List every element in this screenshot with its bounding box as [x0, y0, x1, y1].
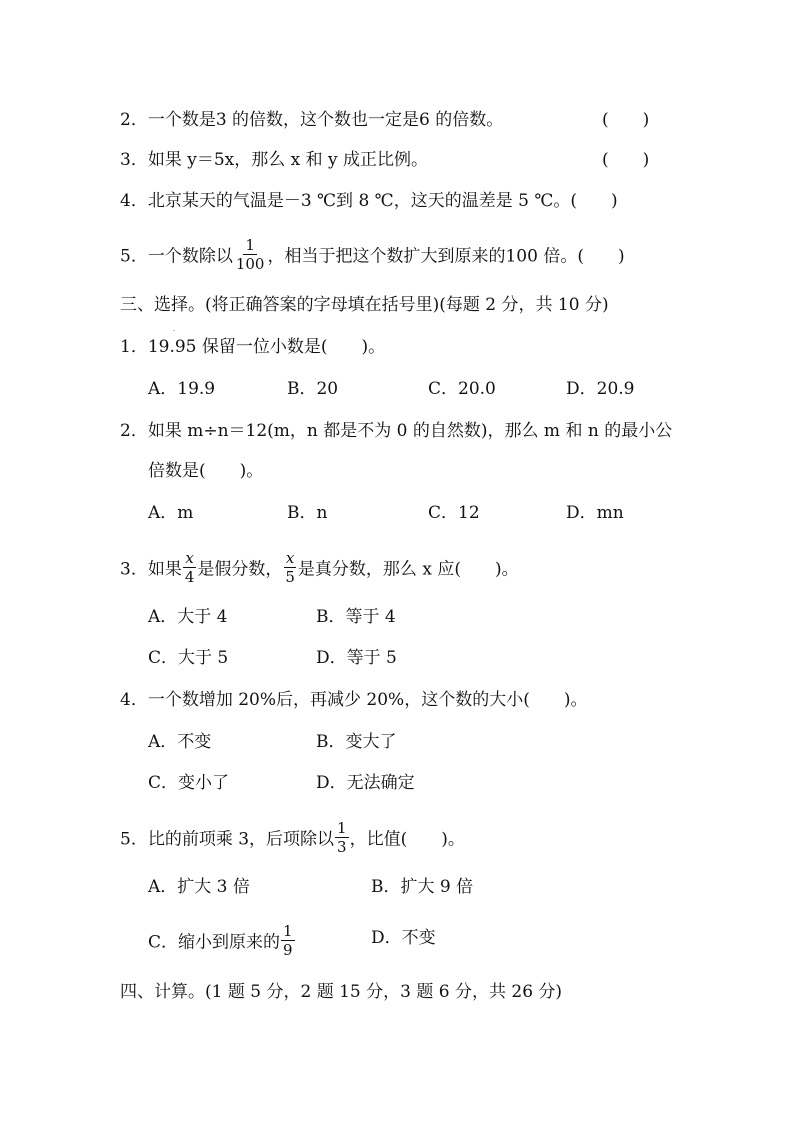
choice-q5-post: ，比值( )。: [349, 829, 465, 850]
section4-heading: 四、计算。(1 题 5 分，2 题 15 分，3 题 6 分，共 26 分): [120, 982, 563, 1002]
judge-q3-answer-blank[interactable]: ( ): [602, 150, 650, 170]
judge-q5: [120, 236, 625, 274]
choice-q3-option-c[interactable]: C．大于 5: [148, 648, 229, 668]
fraction-denominator: 100: [235, 255, 265, 273]
choice-q1-option-b[interactable]: B．20: [287, 379, 339, 399]
choice-q4-option-c[interactable]: C．变小了: [148, 773, 230, 793]
choice-q3-option-b[interactable]: B．等于 4: [316, 607, 396, 627]
choice-q1-stem: 1．19.95 保留一位小数是( )。: [120, 337, 386, 357]
fraction-x-5: [283, 551, 297, 585]
choice-q5-pre: 5．比的前项乘 3，后项除以: [120, 829, 335, 850]
judge-q2-answer-blank[interactable]: ( ): [602, 110, 650, 130]
choice-q5-option-a[interactable]: A．扩大 3 倍: [148, 877, 250, 897]
choice-q4-option-b[interactable]: B．变大了: [316, 732, 397, 752]
choice-q1-option-c[interactable]: C．20.0: [428, 379, 496, 399]
choice-q2-option-c[interactable]: C．12: [428, 503, 480, 523]
judge-q2-text: 2．一个数是3 的倍数，这个数也一定是6 的倍数。: [120, 110, 504, 130]
choice-q3-option-a[interactable]: A．大于 4: [148, 607, 228, 627]
choice-q2-option-d[interactable]: D．mn: [566, 503, 624, 523]
choice-q3-pre: 3．如果: [120, 559, 182, 580]
fraction-denominator: 3: [337, 838, 347, 856]
choice-q3-option-d[interactable]: D．等于 5: [316, 648, 397, 668]
judge-q3-text: 3．如果 y＝5x，那么 x 和 y 成正比例。: [120, 150, 429, 170]
judge-q3: [120, 148, 428, 172]
fraction-numerator: 1: [337, 819, 347, 837]
choice-q2-stem-line1: 2．如果 m÷n＝12(m，n 都是不为 0 的自然数)，那么 m 和 n 的最小公: [120, 421, 673, 441]
judge-q5-pre: 5．一个数除以: [120, 246, 233, 267]
choice-q4-option-a[interactable]: A．不变: [148, 732, 212, 752]
fraction-denominator: 5: [285, 568, 295, 586]
choice-q1-option-d[interactable]: D．20.9: [566, 379, 635, 399]
choice-q3-stem: [120, 549, 519, 587]
fraction-numerator: 1: [283, 922, 293, 940]
choice-q4-stem: 4．一个数增加 20%后，再减少 20%，这个数的大小( )。: [120, 690, 588, 710]
judge-q4: [120, 189, 618, 213]
section3-heading: 三、选择。(将正确答案的字母填在括号里)(每题 2 分，共 10 分): [120, 295, 609, 315]
fraction-1-9: [281, 924, 295, 958]
fraction-denominator: 4: [184, 568, 195, 586]
judge-q2: [120, 108, 503, 132]
judge-q5-post: ，相当于把这个数扩大到原来的100 倍。( ): [267, 246, 625, 267]
choice-q2-option-b[interactable]: B．n: [287, 503, 328, 523]
choice-q5-option-b[interactable]: B．扩大 9 倍: [371, 877, 474, 897]
fraction-numerator: x: [185, 549, 194, 567]
fraction-x-4: [183, 551, 197, 585]
fraction-numerator: 1: [245, 236, 255, 254]
judge-q4-text: 4．北京某天的气温是－3 ℃到 8 ℃，这天的温差是 5 ℃。( ): [120, 191, 618, 211]
choice-q1-option-a[interactable]: A．19.9: [148, 379, 216, 399]
choice-q4-option-d[interactable]: D．无法确定: [316, 773, 415, 793]
choice-q3-post: 是真分数，那么 x 应( )。: [297, 559, 519, 580]
choice-q5-option-c[interactable]: [148, 922, 296, 960]
fraction-denominator: 9: [283, 941, 293, 959]
choice-q5-option-d[interactable]: D．不变: [371, 928, 436, 948]
choice-q2-option-a[interactable]: A．m: [148, 503, 194, 523]
repeating-dot-mark: ·: [173, 328, 175, 335]
fraction-1-3: [335, 821, 349, 855]
fraction-1-100: [234, 238, 267, 272]
choice-q5-option-c-text: C．缩小到原来的: [148, 932, 281, 953]
choice-q5-stem: [120, 819, 465, 857]
choice-q3-mid: 是假分数，: [197, 559, 283, 580]
choice-q2-stem-line2: 倍数是( )。: [148, 461, 264, 481]
fraction-numerator: x: [285, 549, 295, 567]
